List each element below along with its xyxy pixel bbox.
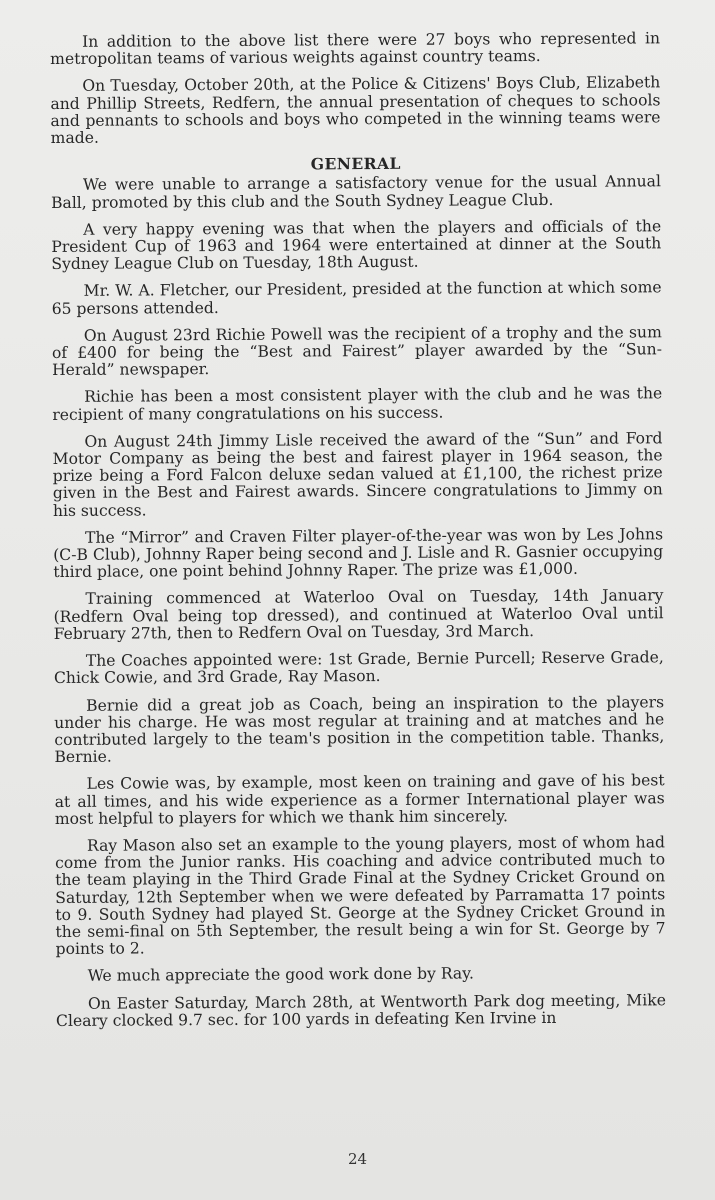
paragraph-richie-award: On August 23rd Richie Powell was the recipient of a trophy and the sum of £400 for being the “Best and Fairest” player awarded by the “Sun-Herald” newspaper. <box>51 323 662 380</box>
paragraph-easter-saturday: On Easter Saturday, March 28th, at Wentworth Park dog meeting, Mike Cleary clocked 9.7 sec. for 100 yards in defeating Ken Irvine in <box>55 990 666 1030</box>
paragraph-coaches: The Coaches appointed were: 1st Grade, Bernie Purcell; Reserve Grade, Chick Cowie, and 3rd Grade, Ray Mason. <box>53 648 664 688</box>
paragraph-metropolitan-teams: In addition to the above list there were 27 boys who represented in metropolitan teams of various weights against country teams. <box>50 29 661 69</box>
paragraph-training: Training commenced at Waterloo Oval on Tuesday, 14th January (Redfern Oval being top dressed), and continued at Waterloo Oval until February 27th, then to Redfern Oval on Tuesday, 3rd March. <box>53 586 664 643</box>
paragraph-bernie: Bernie did a great job as Coach, being an inspiration to the players under his charge. He was most regular at training and at matches and he contributed largely to the team's position in the competition table. Thanks, Bernie. <box>54 692 665 767</box>
paragraph-jimmy-lisle: On August 24th Jimmy Lisle received the award of the “Sun” and Ford Motor Company as being the best and fairest player in 1964 season, the prize being a Ford Falcon deluxe sedan valued at £1,100, the richest prize given in the Best and Fairest awards. Sincere congratulations to Jimmy on his success. <box>52 429 663 520</box>
paragraph-appreciate-ray: We much appreciate the good work done by Ray. <box>87 964 474 986</box>
paragraph-ray-mason: Ray Mason also set an example to the young players, most of whom had come from the Junior ranks. His coaching and advice contributed much to the team playing in the Third Grade Final at the Sydney Cricket Ground on Saturday, 12th September when we were defeated by Parramatta 17 points to 9. South Sydney had played St. George at the Sydney Cricket Ground in the semi-final on 5th September, the result being a win for St. George by 7 points to 2. <box>55 833 666 959</box>
page-number: 24 <box>347 1150 368 1168</box>
paragraph-happy-evening: A very happy evening was that when the players and officials of the President Cup of 1963 and 1964 were entertained at dinner at the South Sydney League Club on Tuesday, 18th August. <box>51 217 662 274</box>
paragraph-richie-consistent: Richie has been a most consistent player with the club and he was the recipient of many congratulations on his success. <box>52 384 663 424</box>
body-text <box>50 30 666 1040</box>
paragraph-presentation: On Tuesday, October 20th, at the Police & Citizens' Boys Club, Elizabeth and Phillip Streets, Redfern, the annual presentation of cheques to schools and pennants to schools and boys who competed in the winning teams were made. <box>50 73 661 148</box>
paragraph-les-cowie: Les Cowie was, by example, most keen on training and gave of his best at all times, and his wide experience as a former International player was most helpful to players for which we thank him sincerely. <box>54 771 665 828</box>
section-heading: GENERAL <box>310 154 401 174</box>
paragraph-annual-ball: We were unable to arrange a satisfactory venue for the usual Annual Ball, promoted by this club and the South Sydney League Club. <box>50 172 661 212</box>
paragraph-president: Mr. W. A. Fletcher, our President, presided at the function at which some 65 persons attended. <box>51 278 662 318</box>
paragraph-mirror-award: The “Mirror” and Craven Filter player-of-the-year was won by Les Johns (C-B Club), Johnny Raper being second and J. Lisle and R. Gasnier occupying third place, one point behind Johnny Raper. The prize was £1,000. <box>53 525 664 582</box>
